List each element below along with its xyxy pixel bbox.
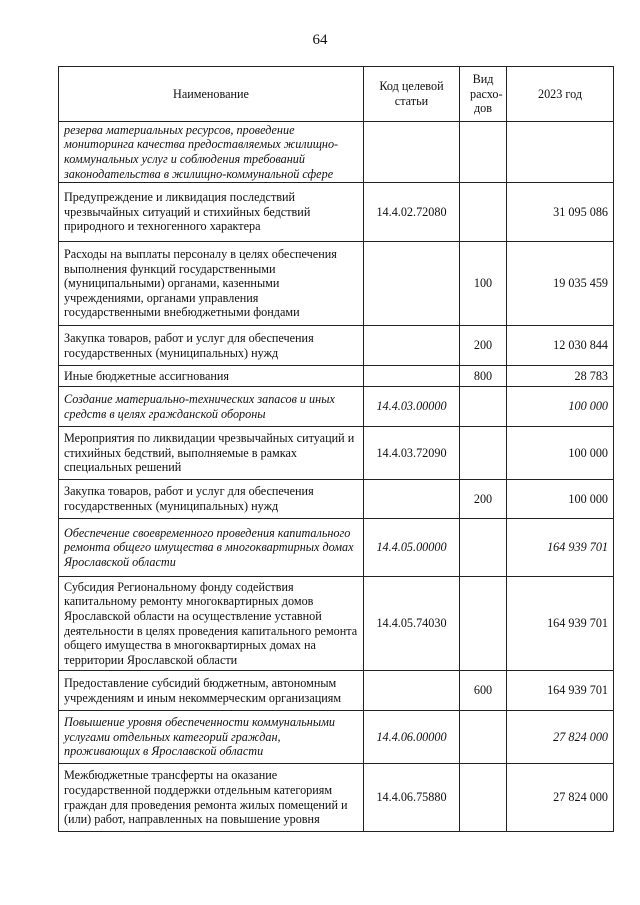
header-vid: Вид расхо-дов — [460, 67, 507, 122]
row-amount-cell: 100 000 — [507, 427, 614, 480]
row-name-cell: Закупка товаров, работ и услуг для обеспечения государственных (муниципальных) нужд — [59, 480, 364, 519]
row-code-cell: 14.4.06.00000 — [364, 711, 460, 764]
row-vid-cell — [460, 764, 507, 832]
row-code-cell — [364, 366, 460, 387]
row-vid-cell — [460, 387, 507, 427]
table-header-row — [59, 67, 614, 122]
row-code-cell — [364, 671, 460, 711]
row-vid-cell: 200 — [460, 326, 507, 366]
table-row — [59, 122, 614, 183]
row-vid-cell — [460, 183, 507, 242]
table-row — [59, 764, 614, 832]
row-code-cell: 14.4.05.00000 — [364, 519, 460, 577]
row-amount-cell: 164 939 701 — [507, 519, 614, 577]
table-row — [59, 366, 614, 387]
row-amount-cell: 100 000 — [507, 480, 614, 519]
table-row — [59, 519, 614, 577]
row-name-cell: Иные бюджетные ассигнования — [59, 366, 364, 387]
row-code-cell: 14.4.05.74030 — [364, 577, 460, 671]
table-body — [59, 122, 614, 832]
row-vid-cell: 200 — [460, 480, 507, 519]
row-name-cell: Закупка товаров, работ и услуг для обеспечения государственных (муниципальных) нужд — [59, 326, 364, 366]
table-row — [59, 577, 614, 671]
row-code-cell: 14.4.03.72090 — [364, 427, 460, 480]
table-row — [59, 671, 614, 711]
row-code-cell — [364, 242, 460, 326]
row-amount-cell: 100 000 — [507, 387, 614, 427]
row-name-cell: резерва материальных ресурсов, проведение мониторинга качества предоставляемых жилищно-коммунальных услуг и соблюдения требований законодательства в жилищно-коммунальной сфере — [59, 122, 364, 183]
header-year: 2023 год — [507, 67, 614, 122]
row-code-cell: 14.4.06.75880 — [364, 764, 460, 832]
table-row — [59, 183, 614, 242]
row-name-cell: Предоставление субсидий бюджетным, автономным учреждениям и иным некоммерческим организациям — [59, 671, 364, 711]
row-name-cell: Обеспечение своевременного проведения капитального ремонта общего имущества в многоквартирных домах Ярославской области — [59, 519, 364, 577]
table-row — [59, 326, 614, 366]
row-name-cell: Предупреждение и ликвидация последствий чрезвычайных ситуаций и стихийных бедствий природного и техногенного характера — [59, 183, 364, 242]
row-vid-cell — [460, 427, 507, 480]
row-vid-cell — [460, 519, 507, 577]
row-name-cell: Создание материально-технических запасов и иных средств в целях гражданской обороны — [59, 387, 364, 427]
row-vid-cell — [460, 122, 507, 183]
row-vid-cell — [460, 711, 507, 764]
header-code: Код целевой статьи — [364, 67, 460, 122]
row-name-cell: Межбюджетные трансферты на оказание государственной поддержки отдельным категориям граждан для проведения ремонта жилых помещений и (или) работ, направленных на повышение уровня — [59, 764, 364, 832]
row-amount-cell: 164 939 701 — [507, 577, 614, 671]
budget-table — [58, 66, 614, 832]
page-number: 64 — [312, 32, 328, 48]
row-vid-cell: 600 — [460, 671, 507, 711]
table-row — [59, 480, 614, 519]
row-name-cell: Мероприятия по ликвидации чрезвычайных ситуаций и стихийных бедствий, выполняемые в рамках специальных решений — [59, 427, 364, 480]
row-amount-cell: 27 824 000 — [507, 711, 614, 764]
table-row — [59, 427, 614, 480]
row-code-cell — [364, 122, 460, 183]
row-code-cell: 14.4.03.00000 — [364, 387, 460, 427]
row-amount-cell: 19 035 459 — [507, 242, 614, 326]
row-amount-cell: 31 095 086 — [507, 183, 614, 242]
row-amount-cell — [507, 122, 614, 183]
row-vid-cell — [460, 577, 507, 671]
row-amount-cell: 164 939 701 — [507, 671, 614, 711]
table-row — [59, 711, 614, 764]
header-name: Наименование — [59, 67, 364, 122]
table-row — [59, 387, 614, 427]
row-code-cell — [364, 480, 460, 519]
row-name-cell: Расходы на выплаты персоналу в целях обеспечения выполнения функций государственными (муниципальными) органами, казенными учреждениями, органами управления государственными внебюджетными фондами — [59, 242, 364, 326]
row-vid-cell: 100 — [460, 242, 507, 326]
row-code-cell — [364, 326, 460, 366]
row-code-cell: 14.4.02.72080 — [364, 183, 460, 242]
row-amount-cell: 12 030 844 — [507, 326, 614, 366]
row-name-cell: Повышение уровня обеспеченности коммунальными услугами отдельных категорий граждан, проживающих в Ярославской области — [59, 711, 364, 764]
row-name-cell: Субсидия Региональному фонду содействия капитальному ремонту многоквартирных домов Ярославской области на осуществление уставной деятельности в целях проведения капитального ремонта общего имущества в многоквартирных домах на территории Ярославской области — [59, 577, 364, 671]
row-amount-cell: 28 783 — [507, 366, 614, 387]
row-amount-cell: 27 824 000 — [507, 764, 614, 832]
row-vid-cell: 800 — [460, 366, 507, 387]
table-row — [59, 242, 614, 326]
